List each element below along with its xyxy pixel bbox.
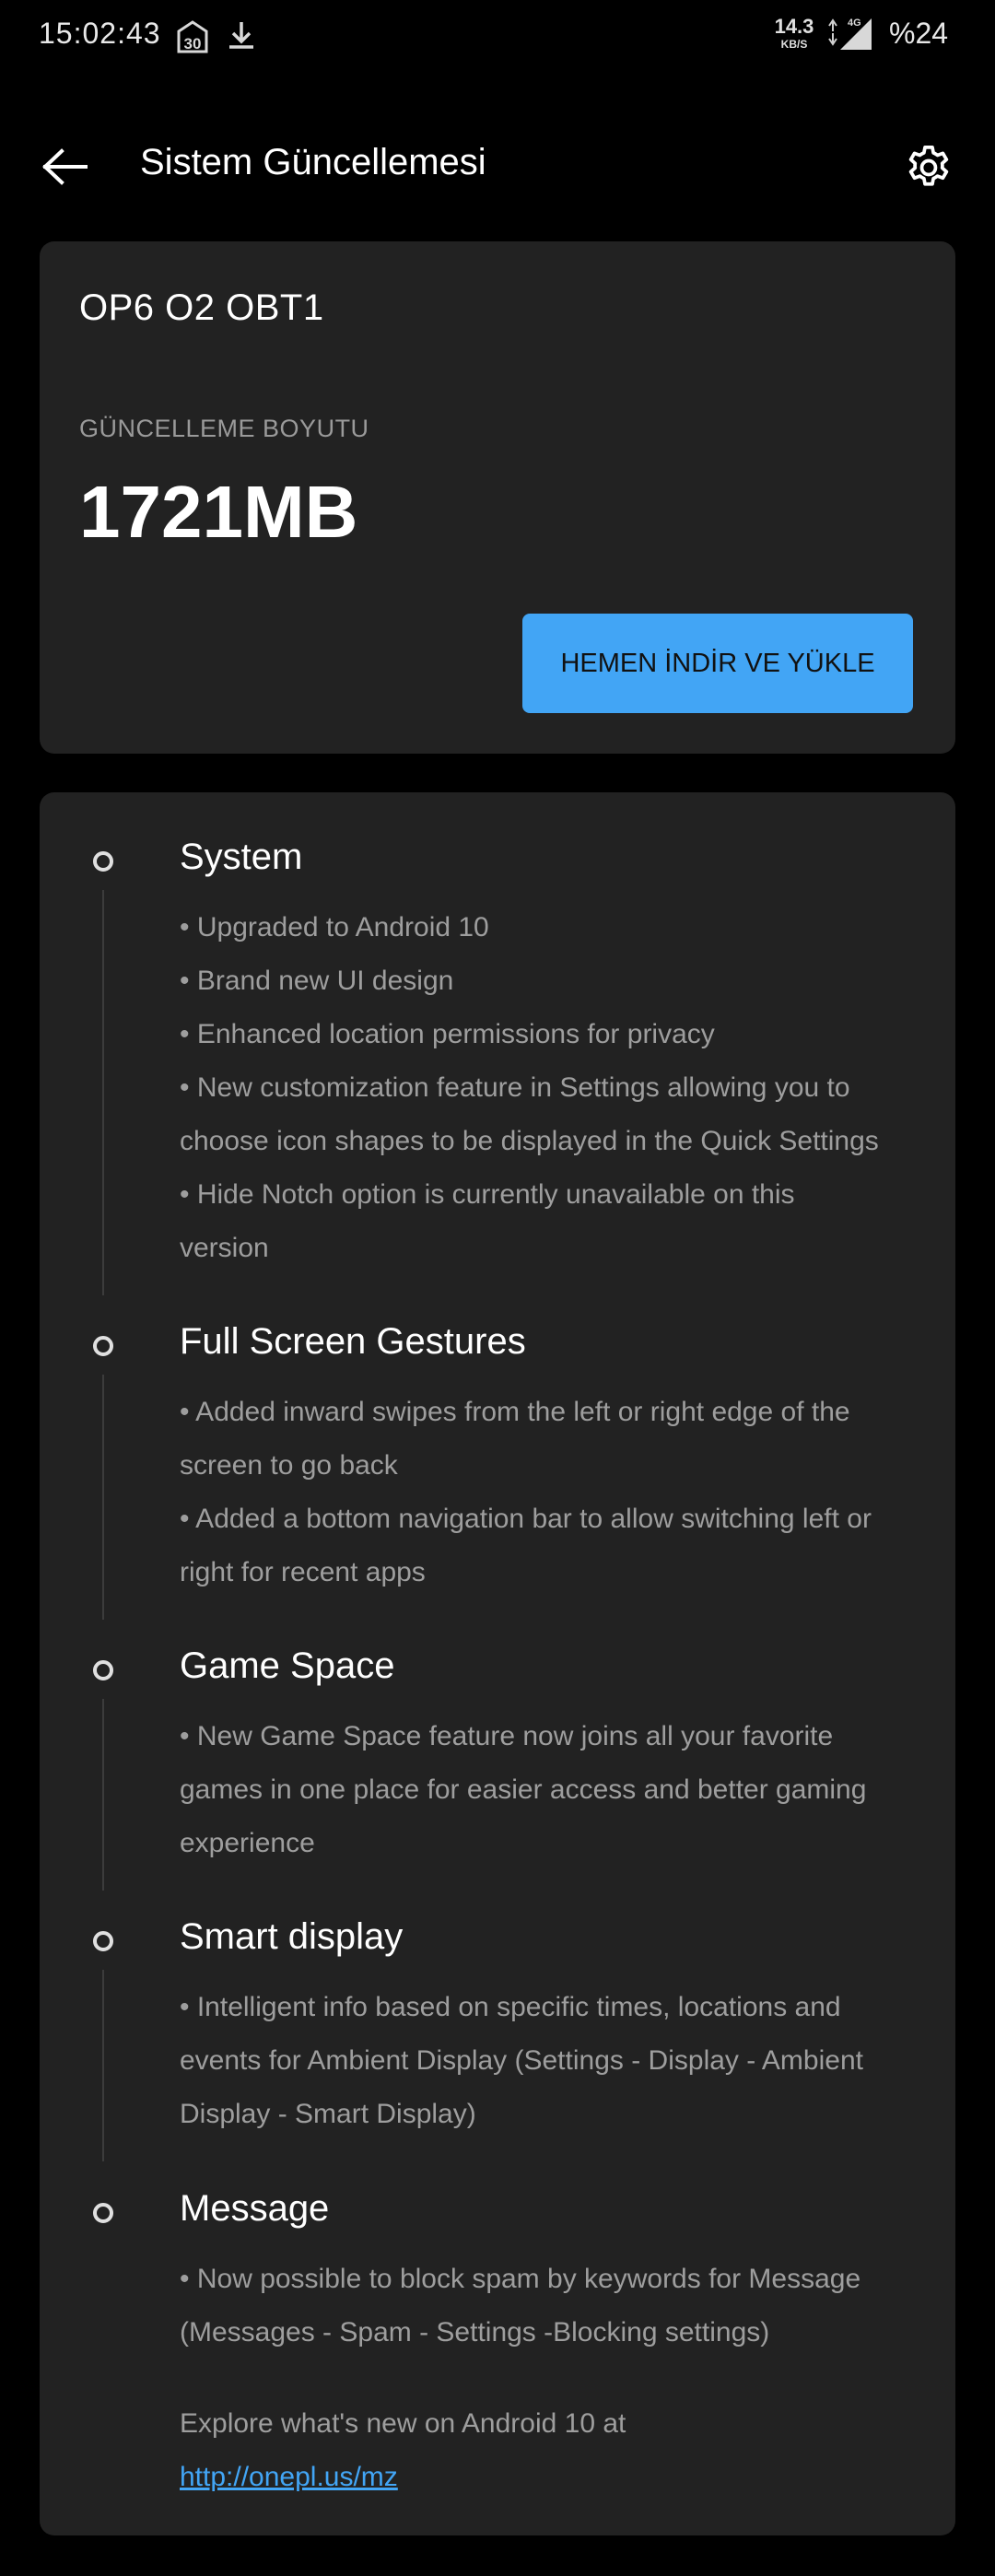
changelog-line: games in one place for easier access and better gaming	[180, 1774, 867, 1805]
changelog-line: Display - Smart Display)	[180, 2099, 476, 2129]
back-button[interactable]	[33, 135, 98, 199]
timeline-dot	[93, 1336, 113, 1356]
changelog-line: events for Ambient Display (Settings - Display - Ambient	[180, 2045, 863, 2076]
changelog-section-game-space	[40, 1601, 955, 1874]
changelog-line: • Hide Notch option is currently unavailable on this	[180, 1179, 795, 1210]
status-time: 15:02:43	[39, 17, 161, 50]
timeline-dot	[93, 2203, 113, 2223]
section-body	[180, 1981, 926, 2141]
settings-button[interactable]	[896, 135, 962, 201]
changelog-line: choose icon shapes to be displayed in the Quick Settings	[180, 1126, 879, 1156]
section-body	[180, 2253, 926, 2359]
timeline-line	[102, 1970, 104, 2161]
changelog-line: version	[180, 1233, 269, 1263]
changelog-line: right for recent apps	[180, 1557, 426, 1587]
changelog-line: • New customization feature in Settings allowing you to	[180, 1072, 850, 1103]
section-body	[180, 1386, 926, 1599]
signal-icon	[827, 15, 875, 58]
footer-text: Explore what's new on Android 10 at	[180, 2408, 626, 2439]
timeline-dot	[93, 851, 113, 872]
back-arrow-icon	[41, 148, 89, 185]
update-size-value: 1721MB	[79, 471, 358, 553]
section-title: Message	[180, 2188, 330, 2229]
changelog-line: • Enhanced location permissions for privacy	[180, 1019, 715, 1049]
section-title: Full Screen Gestures	[180, 1321, 526, 1362]
changelog-line: • Brand new UI design	[180, 966, 454, 996]
download-icon	[225, 18, 258, 56]
download-install-button[interactable]: HEMEN İNDİR VE YÜKLE	[522, 614, 913, 713]
section-body	[180, 1710, 926, 1870]
app-bar	[0, 111, 995, 221]
changelog-line: experience	[180, 1828, 315, 1858]
changelog-line: (Messages - Spam - Settings -Blocking settings)	[180, 2317, 770, 2348]
gear-icon	[903, 142, 954, 193]
timeline-dot	[93, 1931, 113, 1951]
section-title: Smart display	[180, 1916, 404, 1957]
changelog-section-system	[40, 792, 955, 1277]
svg-text:30: 30	[183, 35, 202, 53]
changelog-card	[40, 792, 955, 2535]
android10-link[interactable]: http://onepl.us/mz	[180, 2462, 398, 2492]
section-title: Game Space	[180, 1645, 395, 1686]
timeline-line	[102, 890, 104, 1295]
changelog-line: • Now possible to block spam by keywords for Message	[180, 2264, 861, 2294]
changelog-line: • Intelligent info based on specific times, locations and	[180, 1992, 841, 2022]
battery-level: %24	[889, 17, 949, 50]
changelog-section-gestures	[40, 1277, 955, 1601]
update-size-label: GÜNCELLEME BOYUTU	[79, 415, 369, 442]
changelog-section-message	[40, 2144, 955, 2365]
section-title: System	[180, 837, 303, 877]
calendar-30-icon	[175, 18, 210, 60]
changelog-line: • Added inward swipes from the left or right edge of the	[180, 1397, 850, 1427]
changelog-line: • Added a bottom navigation bar to allow switching left or	[180, 1504, 872, 1534]
update-card	[40, 241, 955, 754]
timeline-dot	[93, 1660, 113, 1680]
page-title: Sistem Güncellemesi	[140, 142, 486, 182]
version-name: OP6 O2 OBT1	[79, 287, 324, 328]
svg-text:4G: 4G	[848, 18, 861, 29]
changelog-footer	[180, 2397, 626, 2504]
changelog-section-smart-display	[40, 1872, 955, 2145]
changelog-line: screen to go back	[180, 1450, 398, 1481]
timeline-line	[102, 1375, 104, 1620]
status-bar	[0, 0, 995, 74]
network-speed: 14.3 KB/S	[774, 15, 814, 51]
changelog-line: • New Game Space feature now joins all your favorite	[180, 1721, 834, 1751]
changelog-line: • Upgraded to Android 10	[180, 912, 489, 943]
section-body	[180, 901, 926, 1275]
timeline-line	[102, 1699, 104, 1891]
